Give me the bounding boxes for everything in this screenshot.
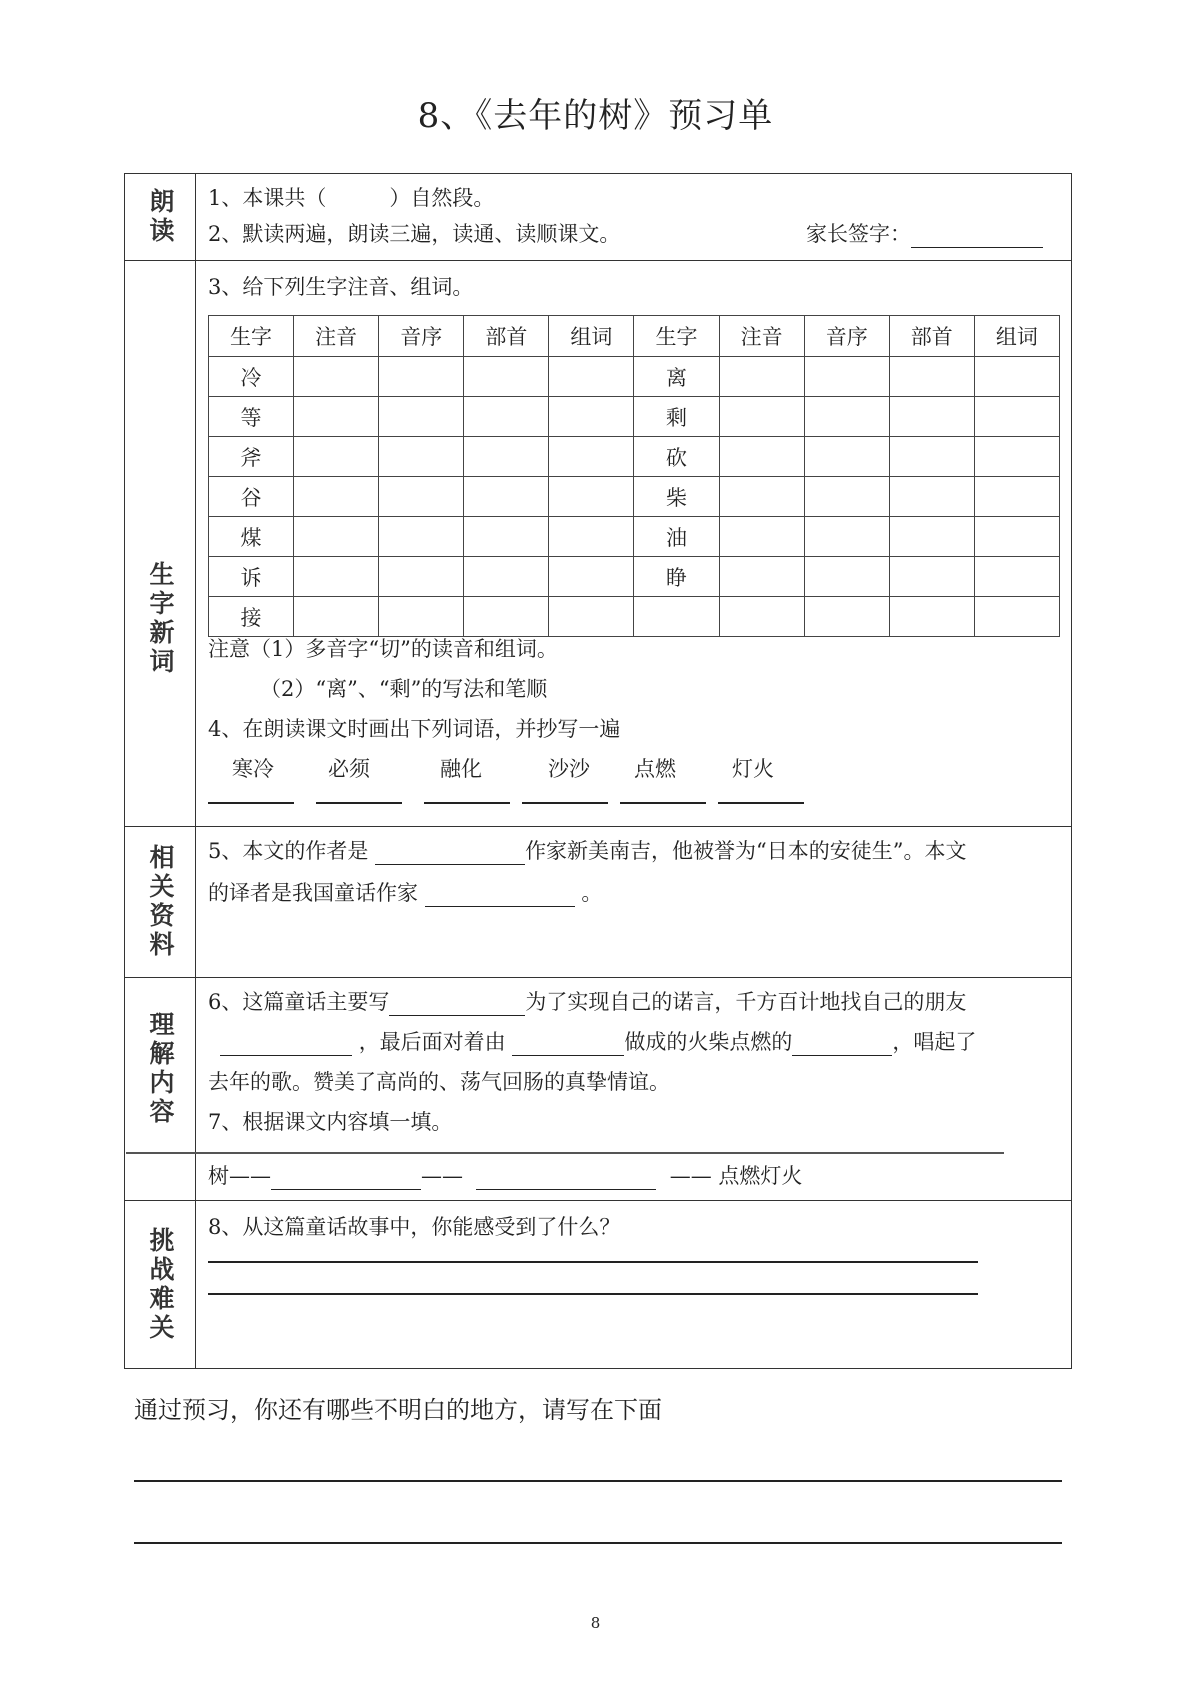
- character-cell: 砍: [634, 437, 719, 477]
- answer-cell[interactable]: [719, 597, 804, 637]
- table-row: [209, 597, 1060, 637]
- table-row: [209, 477, 1060, 517]
- copy-blank[interactable]: [208, 802, 294, 804]
- page-number: 8: [590, 1614, 601, 1632]
- section-label-understanding: 理解内容: [125, 978, 196, 1200]
- answer-cell[interactable]: [889, 557, 974, 597]
- answer-cell[interactable]: [464, 357, 549, 397]
- answer-cell[interactable]: [294, 597, 379, 637]
- column-header: 生字: [209, 316, 294, 357]
- answer-cell[interactable]: [889, 357, 974, 397]
- answer-cell[interactable]: [294, 397, 379, 437]
- answer-cell[interactable]: [464, 437, 549, 477]
- question-6-line-1: 6、这篇童话主要写 为了实现自己的诺言，千方百计地找自己的朋友: [208, 990, 967, 1014]
- answer-cell[interactable]: [974, 557, 1059, 597]
- answer-cell[interactable]: [379, 597, 464, 637]
- answer-cell[interactable]: [889, 517, 974, 557]
- section-challenge: [125, 1201, 1071, 1368]
- copy-blank[interactable]: [620, 802, 706, 804]
- word: 点燃: [634, 757, 676, 781]
- answer-cell[interactable]: [889, 597, 974, 637]
- answer-cell[interactable]: [464, 397, 549, 437]
- table-row: [209, 357, 1060, 397]
- answer-cell[interactable]: [804, 597, 889, 637]
- answer-cell[interactable]: [804, 517, 889, 557]
- answer-cell[interactable]: [379, 397, 464, 437]
- word: 灯火: [732, 757, 774, 781]
- column-header: 注音: [294, 316, 379, 357]
- section-label-related: 相关资料: [125, 827, 196, 977]
- question-3: 3、给下列生字注音、组词。: [208, 275, 474, 299]
- answer-cell[interactable]: [379, 477, 464, 517]
- answer-cell[interactable]: [719, 517, 804, 557]
- answer-cell[interactable]: [464, 517, 549, 557]
- character-cell: 离: [634, 357, 719, 397]
- answer-cell[interactable]: [974, 397, 1059, 437]
- answer-line[interactable]: [208, 1261, 978, 1263]
- answer-cell[interactable]: [379, 437, 464, 477]
- answer-cell[interactable]: [549, 397, 634, 437]
- answer-cell[interactable]: [379, 557, 464, 597]
- answer-line[interactable]: [208, 1293, 978, 1295]
- answer-cell[interactable]: [379, 357, 464, 397]
- answer-cell[interactable]: [719, 397, 804, 437]
- question-1: 1、本课共（ ）自然段。: [208, 186, 495, 210]
- character-cell: 睁: [634, 557, 719, 597]
- story-chain: 树—— —— —— 点燃灯火: [208, 1164, 803, 1188]
- signature-blank[interactable]: [911, 225, 1043, 248]
- answer-cell[interactable]: [464, 597, 549, 637]
- table-row: [209, 437, 1060, 477]
- word: 必须: [328, 757, 370, 781]
- answer-cell[interactable]: [549, 517, 634, 557]
- answer-cell[interactable]: [719, 437, 804, 477]
- answer-cell[interactable]: [464, 477, 549, 517]
- column-header: 组词: [549, 316, 634, 357]
- character-cell: 谷: [209, 477, 294, 517]
- note-2: （2）“离”、“剩”的写法和笔顺: [260, 677, 548, 701]
- row-divider: [126, 1152, 1004, 1154]
- answer-cell[interactable]: [804, 397, 889, 437]
- material-blank[interactable]: [512, 1033, 624, 1056]
- questions-prompt: 通过预习，你还有哪些不明白的地方，请写在下面: [134, 1396, 662, 1424]
- copy-blank[interactable]: [718, 802, 804, 804]
- friend-blank[interactable]: [220, 1033, 352, 1056]
- answer-cell[interactable]: [719, 477, 804, 517]
- object-blank[interactable]: [792, 1033, 892, 1056]
- translator-blank[interactable]: [425, 884, 575, 907]
- chain-blank-1[interactable]: [271, 1167, 421, 1190]
- answer-cell[interactable]: [294, 557, 379, 597]
- copy-blank[interactable]: [522, 802, 608, 804]
- answer-cell[interactable]: [974, 477, 1059, 517]
- section-related: [125, 827, 1071, 978]
- column-header: 部首: [464, 316, 549, 357]
- note-1: 注意（1）多音字“切”的读音和组词。: [208, 637, 558, 661]
- question-6-line-3: 去年的歌。赞美了高尚的、荡气回肠的真挚情谊。: [208, 1070, 670, 1094]
- column-header: 生字: [634, 316, 719, 357]
- answer-cell[interactable]: [294, 357, 379, 397]
- question-8: 8、从这篇童话故事中，你能感受到了什么？: [208, 1215, 621, 1239]
- question-5-line-2: 的译者是我国童话作家 。: [208, 881, 603, 905]
- character-cell: 接: [209, 597, 294, 637]
- answer-cell[interactable]: [464, 557, 549, 597]
- answer-cell[interactable]: [804, 357, 889, 397]
- section-label-new-words: 生字新词: [125, 261, 196, 826]
- word: 寒冷: [232, 757, 274, 781]
- column-header: 组词: [974, 316, 1059, 357]
- word-list: [232, 753, 774, 783]
- character-cell: 冷: [209, 357, 294, 397]
- table-row: [209, 517, 1060, 557]
- section-label-challenge: 挑战难关: [125, 1201, 196, 1368]
- author-blank[interactable]: [375, 842, 525, 865]
- section-new-words: [125, 261, 1071, 827]
- answer-cell[interactable]: [549, 477, 634, 517]
- character-cell: [634, 597, 719, 637]
- column-header: 音序: [804, 316, 889, 357]
- writing-line[interactable]: [134, 1542, 1062, 1544]
- character-cell: 柴: [634, 477, 719, 517]
- character-cell: 剩: [634, 397, 719, 437]
- section-understanding: [125, 978, 1071, 1201]
- column-header: 部首: [889, 316, 974, 357]
- character-cell: 油: [634, 517, 719, 557]
- parent-signature: 家长签字：: [806, 218, 1043, 248]
- character-cell: 斧: [209, 437, 294, 477]
- answer-cell[interactable]: [974, 517, 1059, 557]
- table-row: [209, 397, 1060, 437]
- section-label-reading: 朗读: [125, 174, 196, 260]
- chain-blank-2[interactable]: [476, 1167, 656, 1190]
- table-header-row: [209, 316, 1060, 357]
- page-title: 8、《去年的树》预习单: [417, 96, 774, 136]
- question-2: 2、默读两遍，朗读三遍，读通、读顺课文。: [208, 222, 621, 246]
- answer-cell[interactable]: [804, 477, 889, 517]
- answer-cell[interactable]: [549, 437, 634, 477]
- answer-cell[interactable]: [549, 557, 634, 597]
- table-row: [209, 557, 1060, 597]
- copy-blank[interactable]: [316, 802, 402, 804]
- writing-line[interactable]: [134, 1480, 1062, 1482]
- worksheet-table: [124, 173, 1072, 1369]
- answer-cell[interactable]: [889, 477, 974, 517]
- question-7: 7、根据课文内容填一填。: [208, 1110, 453, 1134]
- column-header: 音序: [379, 316, 464, 357]
- answer-cell[interactable]: [974, 597, 1059, 637]
- answer-cell[interactable]: [974, 357, 1059, 397]
- section-reading: [125, 174, 1071, 261]
- answer-cell[interactable]: [294, 437, 379, 477]
- character-cell: 煤: [209, 517, 294, 557]
- answer-cell[interactable]: [549, 597, 634, 637]
- question-5-line-1: 5、本文的作者是 作家新美南吉，他被誉为“日本的安徒生”。本文: [208, 839, 967, 863]
- answer-cell[interactable]: [804, 557, 889, 597]
- answer-cell[interactable]: [889, 397, 974, 437]
- character-cell: 等: [209, 397, 294, 437]
- word: 融化: [440, 757, 482, 781]
- character-cell: 诉: [209, 557, 294, 597]
- copy-blank[interactable]: [424, 802, 510, 804]
- character-table: [208, 315, 1060, 637]
- question-6-line-2: ，最后面对着由 做成的火柴点燃的 ，唱起了: [220, 1026, 976, 1056]
- answer-cell[interactable]: [889, 437, 974, 477]
- answer-cell[interactable]: [379, 517, 464, 557]
- subject-blank[interactable]: [389, 993, 525, 1016]
- answer-cell[interactable]: [294, 477, 379, 517]
- answer-cell[interactable]: [974, 437, 1059, 477]
- question-4: 4、在朗读课文时画出下列词语，并抄写一遍: [208, 717, 621, 741]
- answer-cell[interactable]: [719, 557, 804, 597]
- answer-cell[interactable]: [804, 437, 889, 477]
- answer-cell[interactable]: [719, 357, 804, 397]
- answer-cell[interactable]: [294, 517, 379, 557]
- column-header: 注音: [719, 316, 804, 357]
- answer-cell[interactable]: [549, 357, 634, 397]
- word: 沙沙: [548, 757, 590, 781]
